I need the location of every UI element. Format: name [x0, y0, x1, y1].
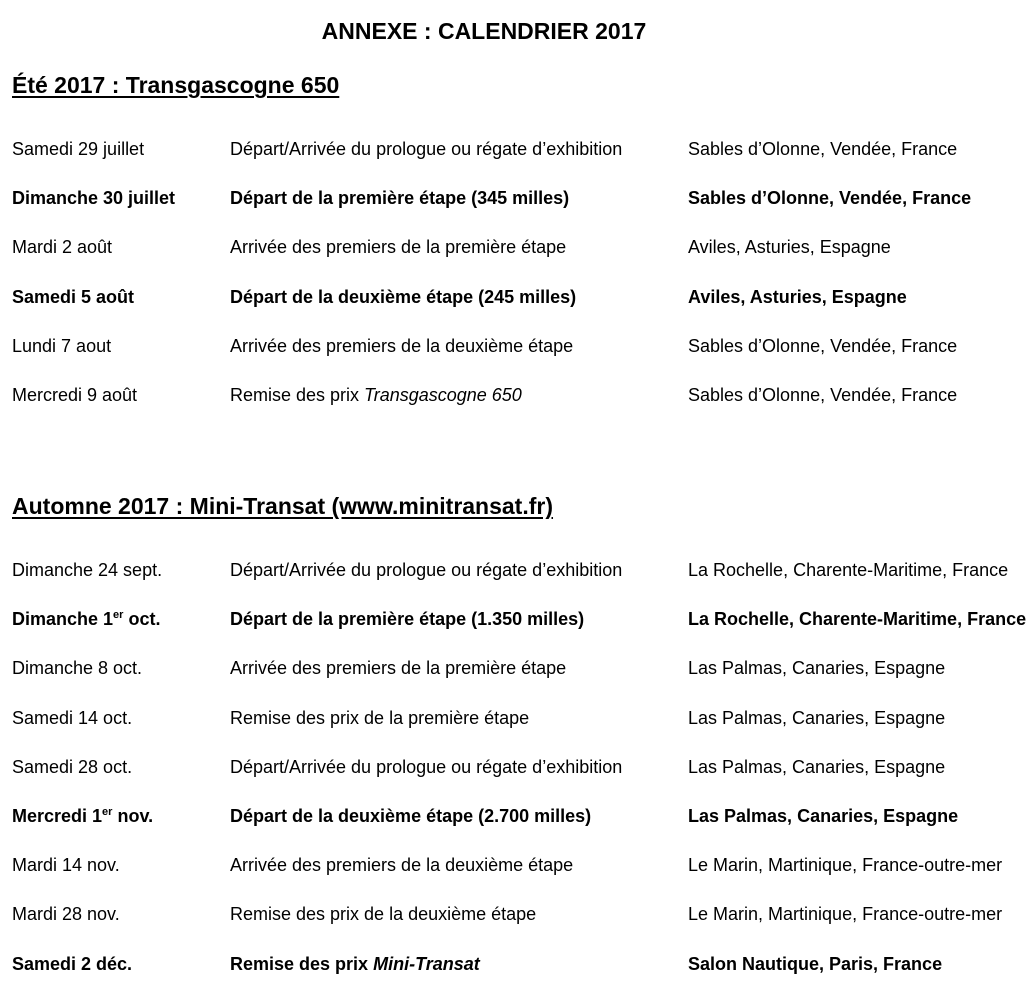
- page-title: ANNEXE : CALENDRIER 2017: [321, 18, 647, 44]
- event-date-month: oct.: [123, 609, 161, 629]
- event-date-text: Mercredi 1: [12, 806, 103, 826]
- event-date: Mardi 28 nov.: [12, 904, 120, 924]
- event-location: Las Palmas, Canaries, Espagne: [688, 708, 946, 728]
- table-row: [0, 139, 1036, 165]
- event-date: Dimanche 8 oct.: [12, 658, 143, 678]
- event-date: Dimanche 30 juillet: [12, 188, 176, 208]
- section-title-autumn: Automne 2017 : Mini-Transat (www.minitransat.fr): [12, 493, 554, 519]
- event-description: Départ de la deuxième étape (245 milles): [230, 287, 577, 307]
- event-location: Salon Nautique, Paris, France: [688, 954, 943, 974]
- event-date: Lundi 7 aout: [12, 336, 112, 356]
- event-location: Le Marin, Martinique, France-outre-mer: [688, 855, 1003, 875]
- event-location: Sables d’Olonne, Vendée, France: [688, 188, 972, 208]
- event-description: Arrivée des premiers de la première étape: [230, 658, 567, 678]
- event-date: [12, 609, 160, 630]
- event-location: La Rochelle, Charente-Maritime, France: [688, 609, 1027, 629]
- event-date: Samedi 14 oct.: [12, 708, 133, 728]
- event-date: Samedi 29 juillet: [12, 139, 145, 159]
- table-row: [0, 757, 1036, 783]
- ordinal-superscript: er: [102, 806, 113, 818]
- table-row: [0, 385, 1036, 411]
- table-row: [0, 336, 1036, 362]
- event-description: Arrivée des premiers de la deuxième étape: [230, 336, 574, 356]
- table-row: [0, 708, 1036, 734]
- event-description: Départ/Arrivée du prologue ou régate d’exhibition: [230, 139, 623, 159]
- event-date: Mardi 2 août: [12, 237, 113, 257]
- table-row: [0, 806, 1036, 832]
- table-row: [0, 237, 1036, 263]
- event-description: Départ de la deuxième étape (2.700 milles): [230, 806, 592, 826]
- event-location: Aviles, Asturies, Espagne: [688, 237, 891, 257]
- table-row: [0, 609, 1036, 635]
- table-row: [0, 855, 1036, 881]
- event-description-text: Remise des prix: [230, 385, 365, 405]
- event-description: [230, 954, 480, 975]
- section-title-summer: Été 2017 : Transgascogne 650: [12, 72, 340, 98]
- event-date: [12, 806, 153, 827]
- event-description: Départ/Arrivée du prologue ou régate d’exhibition: [230, 560, 623, 580]
- race-name: Mini-Transat: [373, 954, 480, 974]
- event-date: Samedi 5 août: [12, 287, 135, 307]
- event-location: La Rochelle, Charente-Maritime, France: [688, 560, 1009, 580]
- event-location: Sables d’Olonne, Vendée, France: [688, 385, 958, 405]
- event-location: Las Palmas, Canaries, Espagne: [688, 806, 959, 826]
- event-date: Samedi 2 déc.: [12, 954, 133, 974]
- table-row: [0, 188, 1036, 214]
- event-date-text: Dimanche 1: [12, 609, 114, 629]
- table-row: [0, 560, 1036, 586]
- event-location: Las Palmas, Canaries, Espagne: [688, 658, 946, 678]
- event-description: Arrivée des premiers de la deuxième étape: [230, 855, 574, 875]
- event-location: Sables d’Olonne, Vendée, France: [688, 139, 958, 159]
- event-description-text: Remise des prix: [230, 954, 374, 974]
- event-location: Las Palmas, Canaries, Espagne: [688, 757, 946, 777]
- event-location: Aviles, Asturies, Espagne: [688, 287, 907, 307]
- event-location: Sables d’Olonne, Vendée, France: [688, 336, 958, 356]
- event-description: Départ/Arrivée du prologue ou régate d’exhibition: [230, 757, 623, 777]
- event-date: Dimanche 24 sept.: [12, 560, 163, 580]
- event-description: Départ de la première étape (1.350 milles): [230, 609, 585, 629]
- event-date: Mardi 14 nov.: [12, 855, 120, 875]
- table-row: [0, 287, 1036, 313]
- event-description: Arrivée des premiers de la première étape: [230, 237, 567, 257]
- event-date: Mercredi 9 août: [12, 385, 138, 405]
- table-row: [0, 904, 1036, 930]
- ordinal-superscript: er: [113, 609, 124, 621]
- race-name: Transgascogne 650: [364, 385, 522, 405]
- event-date: Samedi 28 oct.: [12, 757, 133, 777]
- event-description: Départ de la première étape (345 milles): [230, 188, 570, 208]
- table-row: [0, 658, 1036, 684]
- event-location: Le Marin, Martinique, France-outre-mer: [688, 904, 1003, 924]
- table-row: [0, 954, 1036, 980]
- event-description: Remise des prix de la deuxième étape: [230, 904, 537, 924]
- event-description: Remise des prix de la première étape: [230, 708, 530, 728]
- event-date-month: nov.: [112, 806, 154, 826]
- event-description: [230, 385, 522, 406]
